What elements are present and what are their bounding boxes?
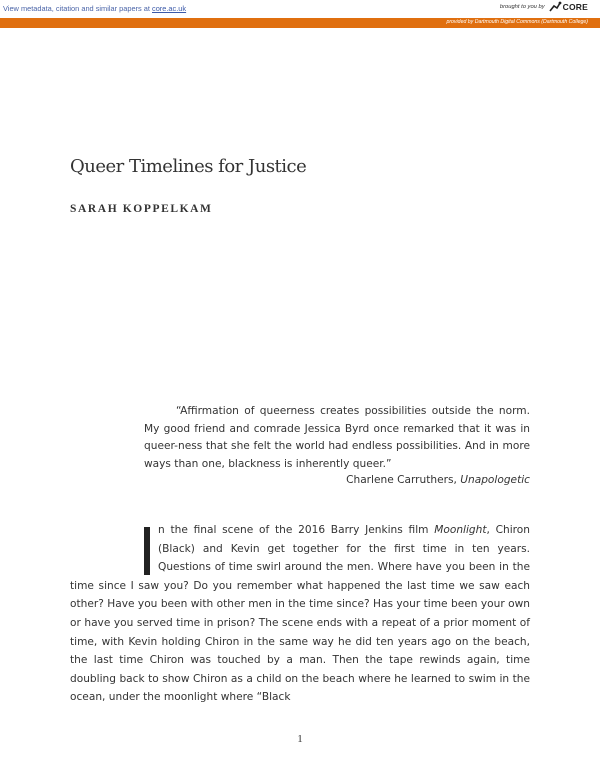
attribution-name: Charlene Carruthers, (346, 474, 461, 486)
metadata-text: View metadata, citation and similar papers at (3, 4, 152, 13)
article-title: Queer Timelines for Justice (70, 156, 307, 177)
core-header-bar (0, 0, 600, 18)
brought-by-text: brought to you by (499, 4, 545, 10)
body-text-start: n the final scene of the 2016 Barry Jenkins film (158, 524, 435, 536)
body-text-rest: , Chiron (Black) and Kevin get together for the first time in ten years. Questions of time swirl around the men. Where have you been in the time since I saw you? Do you remember what happened the last time we saw each other? Have you been with other men in the time since? Has your time been your own or have you served time in prison? The scene ends with a repeat of a prior moment of time, with Kevin holding Chiron in the same way he did ten years ago on the beach, the last time Chiron was touched by a man. Then the tape rewinds again, time doubling back to show Chiron as a child on the beach where he learned to swim in the ocean, under the moonlight where “Black (70, 524, 531, 704)
provider-bar (0, 18, 600, 28)
core-link[interactable]: core.ac.uk (152, 4, 187, 13)
drop-cap (144, 527, 152, 575)
drop-cap-letter (144, 527, 145, 528)
article-body (70, 521, 530, 707)
attribution-work: Unapologetic (460, 474, 530, 486)
article-author: SARAH KOPPELKAM (70, 203, 213, 215)
core-wordmark[interactable]: CORE (562, 2, 588, 12)
epigraph-quote: “Affirmation of queerness creates possibilities outside the norm. My good friend and comrade Jessica Byrd once remarked that it was in queer-ness that she felt the world had endless possibilities. And in more ways than one, blackness is inherently queer.” (144, 405, 530, 470)
metadata-notice (3, 4, 186, 13)
core-logo-icon (548, 1, 562, 13)
film-title: Moonlight (434, 524, 487, 536)
epigraph-attribution (346, 472, 530, 489)
brought-by (500, 1, 588, 13)
drop-cap-bar (144, 527, 150, 575)
provider-text[interactable]: provided by Dartmouth Digital Commons (Dartmouth College) (446, 19, 588, 25)
page-number: 1 (297, 733, 303, 745)
